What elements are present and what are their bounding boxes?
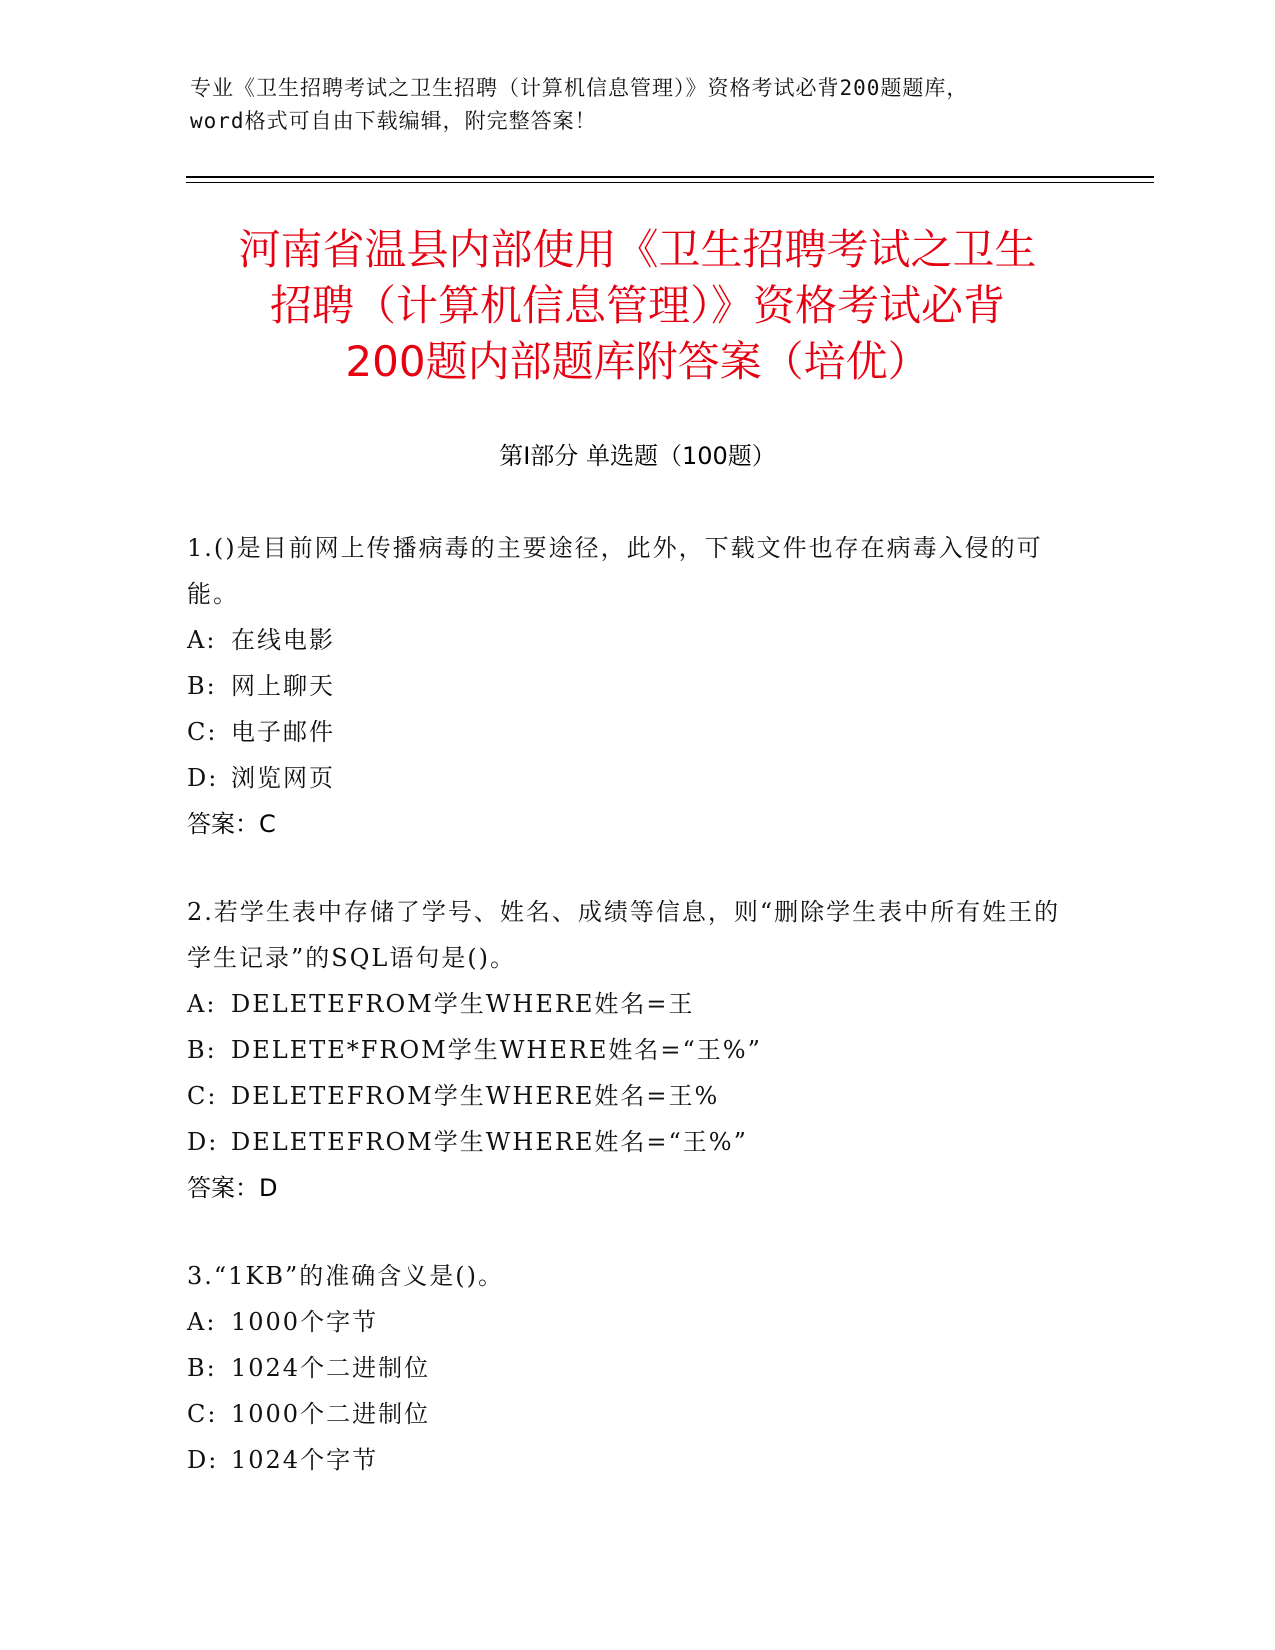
title-line-2: 招聘（计算机信息管理）》资格考试必背 — [269, 281, 1005, 330]
option-text: 1000个二进制位 — [231, 1400, 431, 1428]
section-heading: 第Ⅰ部分 单选题（100题） — [499, 442, 776, 470]
option-label: B: — [187, 672, 217, 700]
option-label: C: — [187, 1082, 218, 1110]
option-text: DELETEFROM学生WHERE姓名=王 — [231, 990, 695, 1018]
option-text: 1000个字节 — [231, 1308, 379, 1336]
question-2 — [187, 889, 1067, 1211]
option-text: 1024个字节 — [231, 1446, 379, 1474]
question-stem: 1.()是目前网上传播病毒的主要途径，此外，下载文件也存在病毒入侵的可能。 — [187, 534, 1043, 608]
option-label: D: — [187, 1128, 219, 1156]
question-list — [187, 525, 1067, 1525]
option-text: DELETEFROM学生WHERE姓名=王% — [231, 1082, 720, 1110]
option-label: A: — [187, 626, 217, 654]
document-title — [150, 222, 1125, 390]
intro-text — [190, 72, 1090, 138]
question-1 — [187, 525, 1067, 847]
option-text: 网上聊天 — [231, 672, 335, 700]
header-divider-thin — [186, 182, 1154, 183]
option-c — [187, 709, 1067, 755]
option-b — [187, 1345, 1067, 1391]
title-line-1: 河南省温县内部使用《卫生招聘考试之卫生 — [238, 225, 1037, 274]
option-label: C: — [187, 1400, 218, 1428]
intro-line-1: 专业《卫生招聘考试之卫生招聘（计算机信息管理）》资格考试必背200题题库， — [190, 76, 969, 100]
option-text: DELETEFROM学生WHERE姓名=“王%” — [231, 1128, 748, 1156]
option-text: 电子邮件 — [231, 718, 335, 746]
option-label: A: — [187, 990, 217, 1018]
option-text: 1024个二进制位 — [231, 1354, 431, 1382]
option-label: B: — [187, 1354, 217, 1382]
header-divider-thick — [186, 176, 1154, 178]
option-a — [187, 1299, 1067, 1345]
intro-line-2: word格式可自由下载编辑，附完整答案！ — [190, 109, 597, 133]
question-3 — [187, 1253, 1067, 1483]
title-line-3: 200题内部题库附答案（培优） — [345, 337, 930, 386]
question-stem: 2.若学生表中存储了学号、姓名、成绩等信息，则“删除学生表中所有姓王的学生记录”的SQL语句是()。 — [187, 898, 1061, 972]
option-label: C: — [187, 718, 218, 746]
option-d — [187, 755, 1067, 801]
option-d — [187, 1437, 1067, 1483]
option-label: D: — [187, 1446, 219, 1474]
option-text: DELETE*FROM学生WHERE姓名=“王%” — [231, 1036, 762, 1064]
question-stem: 3.“1KB”的准确含义是()。 — [187, 1262, 504, 1290]
option-label: D: — [187, 764, 219, 792]
option-a — [187, 617, 1067, 663]
option-label: A: — [187, 1308, 217, 1336]
option-b — [187, 1027, 1067, 1073]
option-text: 浏览网页 — [231, 764, 335, 792]
option-label: B: — [187, 1036, 217, 1064]
option-b — [187, 663, 1067, 709]
option-text: 在线电影 — [231, 626, 335, 654]
option-c — [187, 1073, 1067, 1119]
answer-line: 答案：C — [187, 810, 276, 838]
answer-line: 答案：D — [187, 1174, 278, 1202]
option-c — [187, 1391, 1067, 1437]
option-a — [187, 981, 1067, 1027]
option-d — [187, 1119, 1067, 1165]
